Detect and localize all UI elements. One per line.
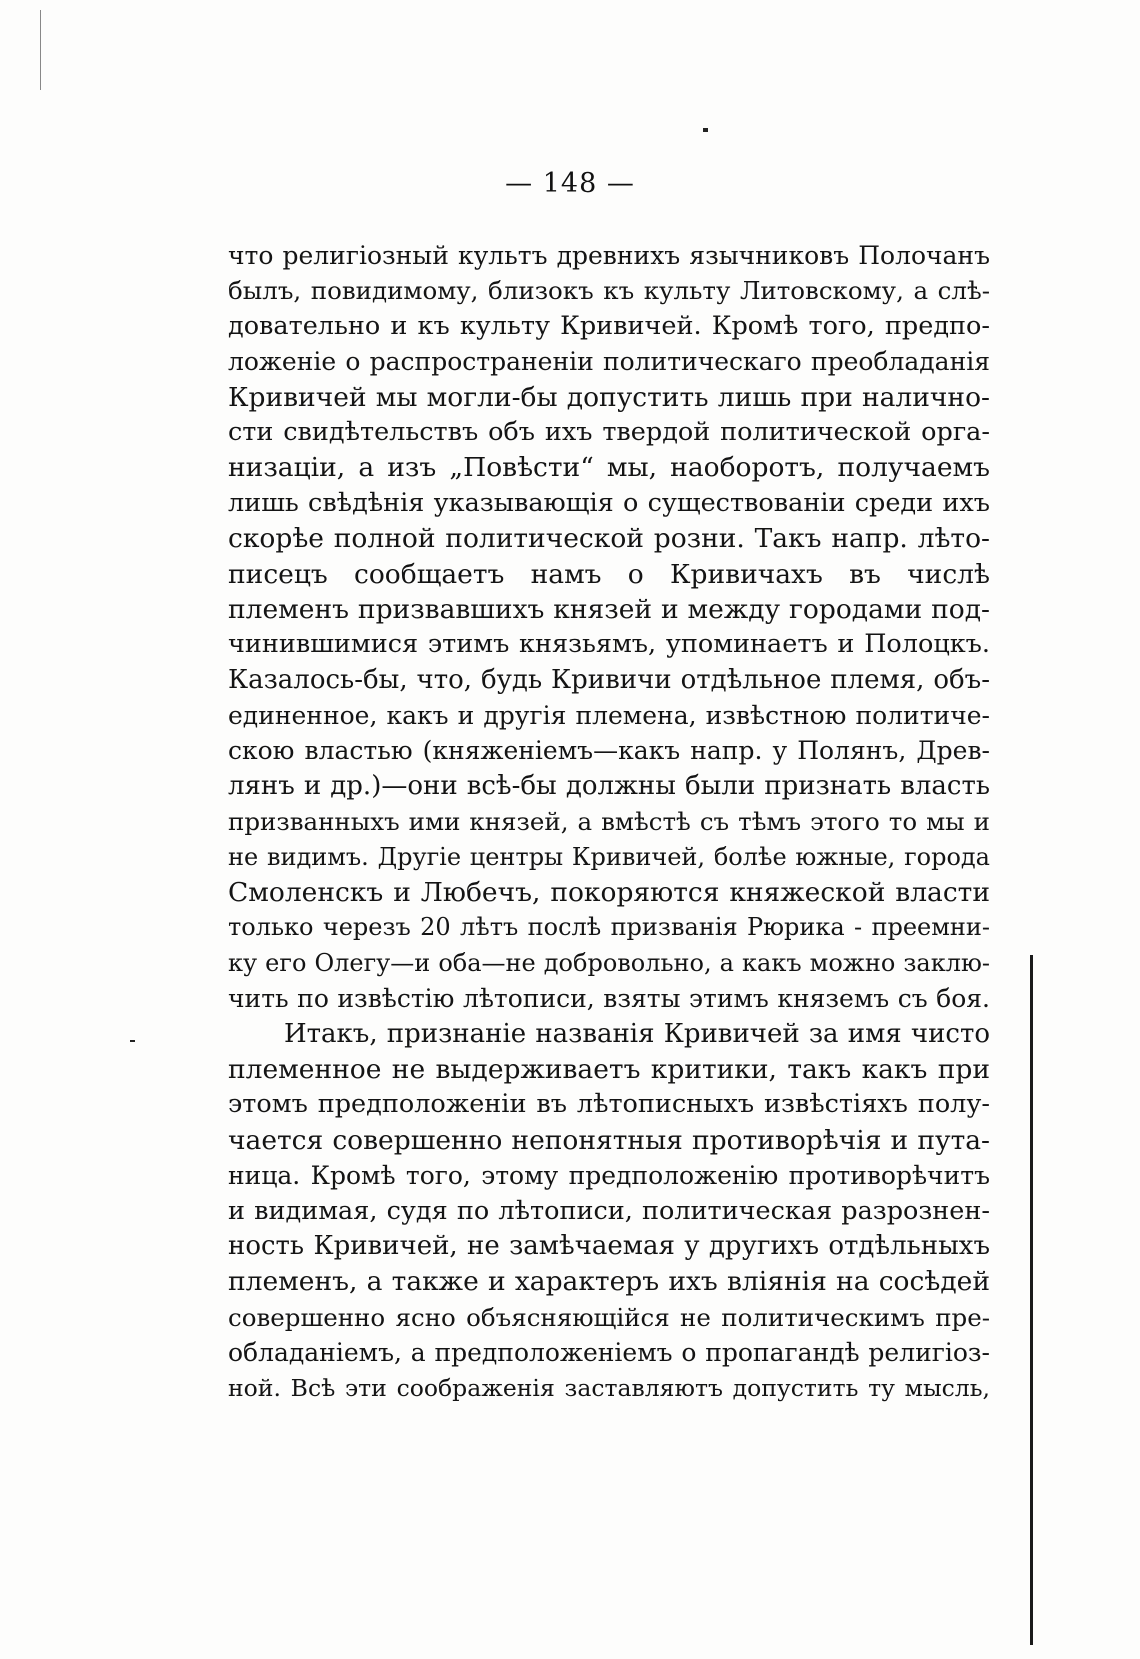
text-line: ложеніе о распространеніи политическаго преобладанія: [228, 347, 990, 377]
text-line: что религіозный культъ древнихъ язычниковъ Полочанъ: [228, 241, 990, 270]
text-line: племенъ призвавшихъ князей и между городами под-: [228, 593, 990, 625]
text-line: чить по извѣстію лѣтописи, взяты этимъ княземъ съ боя.: [228, 984, 990, 1014]
body-text: [228, 238, 990, 1406]
text-line: довательно и къ культу Кривичей. Кромѣ того, предпо-: [228, 310, 990, 341]
scan-speck: [703, 128, 708, 132]
text-line: призванныхъ ими князей, а вмѣстѣ съ тѣмъ этого то мы и: [228, 807, 990, 837]
text-line: лишь свѣдѣнія указывающія о существованіи среди ихъ: [228, 487, 990, 518]
text-line: обладаніемъ, а предположеніемъ о пропагандѣ религіоз-: [228, 1338, 990, 1368]
text-line: лянъ и др.)—они всѣ-бы должны были признать власть: [228, 770, 990, 801]
text-line: чается совершенно непонятныя противорѣчія и пута-: [228, 1124, 990, 1156]
paragraph-1: [228, 238, 990, 1017]
text-line: совершенно ясно объясняющійся не политическимъ пре-: [228, 1302, 990, 1332]
text-line: чинившимися этимъ князьямъ, упоминаетъ и Полоцкъ.: [228, 629, 990, 660]
text-line: и видимая, судя по лѣтописи, политическая разрознен-: [228, 1195, 990, 1226]
scan-speck: [40, 10, 41, 90]
text-line: племенное не выдерживаетъ критики, такъ какъ при: [228, 1053, 990, 1085]
text-line: былъ, повидимому, близокъ къ культу Литовскому, а слѣ-: [228, 276, 990, 306]
text-line: писецъ сообщаетъ намъ о Кривичахъ въ числѣ: [228, 558, 990, 590]
text-line: не видимъ. Другіе центры Кривичей, болѣе южные, города: [228, 842, 990, 871]
text-line: этомъ предположеніи въ лѣтописныхъ извѣстіяхъ полу-: [228, 1089, 990, 1120]
text-line: скорѣе полной политической розни. Такъ напр. лѣто-: [228, 523, 990, 555]
text-line: Казалось-бы, что, будь Кривичи отдѣльное племя, объ-: [228, 664, 990, 695]
text-line: ной. Всѣ эти соображенія заставляютъ допустить ту мысль,: [228, 1373, 990, 1402]
text-line: ность Кривичей, не замѣчаемая у другихъ отдѣльныхъ: [228, 1230, 990, 1261]
scan-edge-line: [1030, 955, 1033, 1645]
text-line: только черезъ 20 лѣтъ послѣ призванія Рюрика - преемни-: [228, 913, 990, 942]
page-number: — 148 —: [505, 168, 635, 199]
text-line: ница. Кромѣ того, этому предположенію противорѣчитъ: [228, 1161, 990, 1191]
paragraph-2: [228, 1017, 990, 1406]
text-line: скою властью (княженіемъ—какъ напр. у Полянъ, Древ-: [228, 736, 990, 766]
text-line: Кривичей мы могли-бы допустить лишь при налично-: [228, 381, 990, 413]
text-line: ку его Олегу—и оба—не добровольно, а какъ можно заклю-: [228, 948, 990, 977]
text-line: Смоленскъ и Любечъ, покоряются княжеской власти: [228, 877, 990, 909]
text-line: единенное, какъ и другія племена, извѣстною политиче-: [228, 701, 990, 731]
scan-speck: [130, 1040, 135, 1042]
text-line: племенъ, а также и характеръ ихъ вліянія на сосѣдей: [228, 1266, 990, 1298]
text-line: Итакъ, признаніе названія Кривичей за имя чисто: [284, 1018, 990, 1049]
text-line: низаціи, а изъ „Повѣсти“ мы, наоборотъ, получаемъ: [228, 452, 990, 484]
text-line: сти свидѣтельствъ объ ихъ твердой политической орга-: [228, 416, 990, 447]
